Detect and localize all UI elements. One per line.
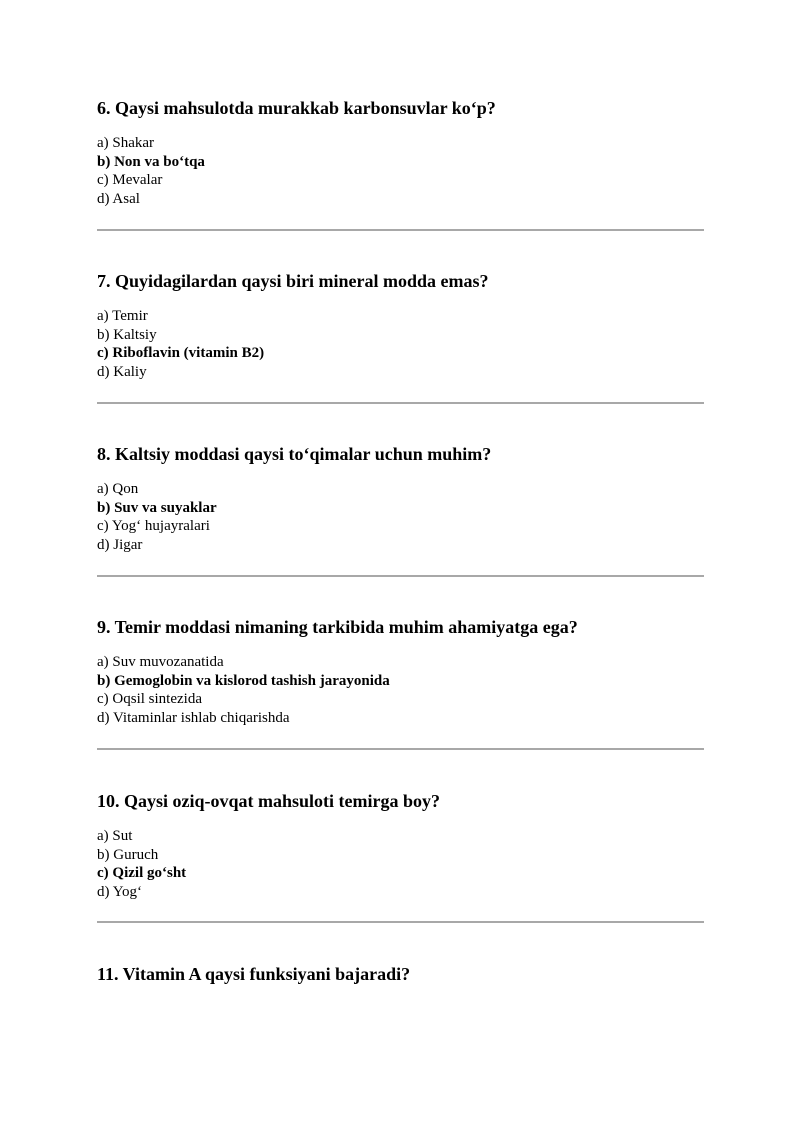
answer-option-d: d) Kaliy xyxy=(97,364,147,381)
answer-options xyxy=(97,480,704,555)
answer-options xyxy=(97,653,704,728)
section-divider xyxy=(97,748,704,750)
question-10 xyxy=(97,790,704,902)
question-title: 7. Quyidagilardan qaysi biri mineral modda emas? xyxy=(97,271,489,291)
answer-option-a: a) Suv muvozanatida xyxy=(97,654,224,670)
answer-options xyxy=(97,307,704,382)
question-title: 10. Qaysi oziq-ovqat mahsuloti temirga boy? xyxy=(97,791,441,811)
answer-option-c: c) Oqsil sintezida xyxy=(97,691,202,708)
answer-option-a: a) Temir xyxy=(97,308,148,324)
answer-option-d: d) Yog‘ xyxy=(97,884,143,901)
answer-option-a: a) Sut xyxy=(97,828,133,844)
answer-option-c-correct: c) Qizil go‘sht xyxy=(97,865,187,882)
answer-option-b: b) Kaltsiy xyxy=(97,326,157,343)
section-divider xyxy=(97,575,704,577)
answer-option-a: a) Shakar xyxy=(97,135,155,151)
answer-option-d: d) Asal xyxy=(97,191,140,208)
answer-option-b: b) Guruch xyxy=(97,846,159,863)
question-6 xyxy=(97,97,704,209)
section-divider xyxy=(97,229,704,231)
answer-option-b-correct: b) Suv va suyaklar xyxy=(97,499,217,516)
question-title: 6. Qaysi mahsulotda murakkab karbonsuvlar ko‘p? xyxy=(97,98,496,118)
question-title: 8. Kaltsiy moddasi qaysi to‘qimalar uchun muhim? xyxy=(97,444,492,464)
answer-option-b-correct: b) Non va bo‘tqa xyxy=(97,153,205,170)
answer-option-d: d) Jigar xyxy=(97,537,143,554)
answer-option-d: d) Vitaminlar ishlab chiqarishda xyxy=(97,710,290,727)
question-title: 9. Temir moddasi nimaning tarkibida muhim ahamiyatga ega? xyxy=(97,617,578,637)
question-8 xyxy=(97,443,704,555)
question-11 xyxy=(97,963,704,985)
question-7 xyxy=(97,270,704,382)
answer-option-b-correct: b) Gemoglobin va kislorod tashish jarayonida xyxy=(97,672,390,689)
answer-options xyxy=(97,134,704,209)
answer-option-c: c) Mevalar xyxy=(97,172,163,189)
section-divider xyxy=(97,402,704,404)
section-divider xyxy=(97,921,704,923)
question-title: 11. Vitamin A qaysi funksiyani bajaradi? xyxy=(97,964,411,984)
answer-options xyxy=(97,827,704,902)
answer-option-c: c) Yog‘ hujayralari xyxy=(97,518,210,535)
answer-option-c-correct: c) Riboflavin (vitamin B2) xyxy=(97,345,265,362)
question-9 xyxy=(97,616,704,728)
answer-option-a: a) Qon xyxy=(97,481,139,497)
